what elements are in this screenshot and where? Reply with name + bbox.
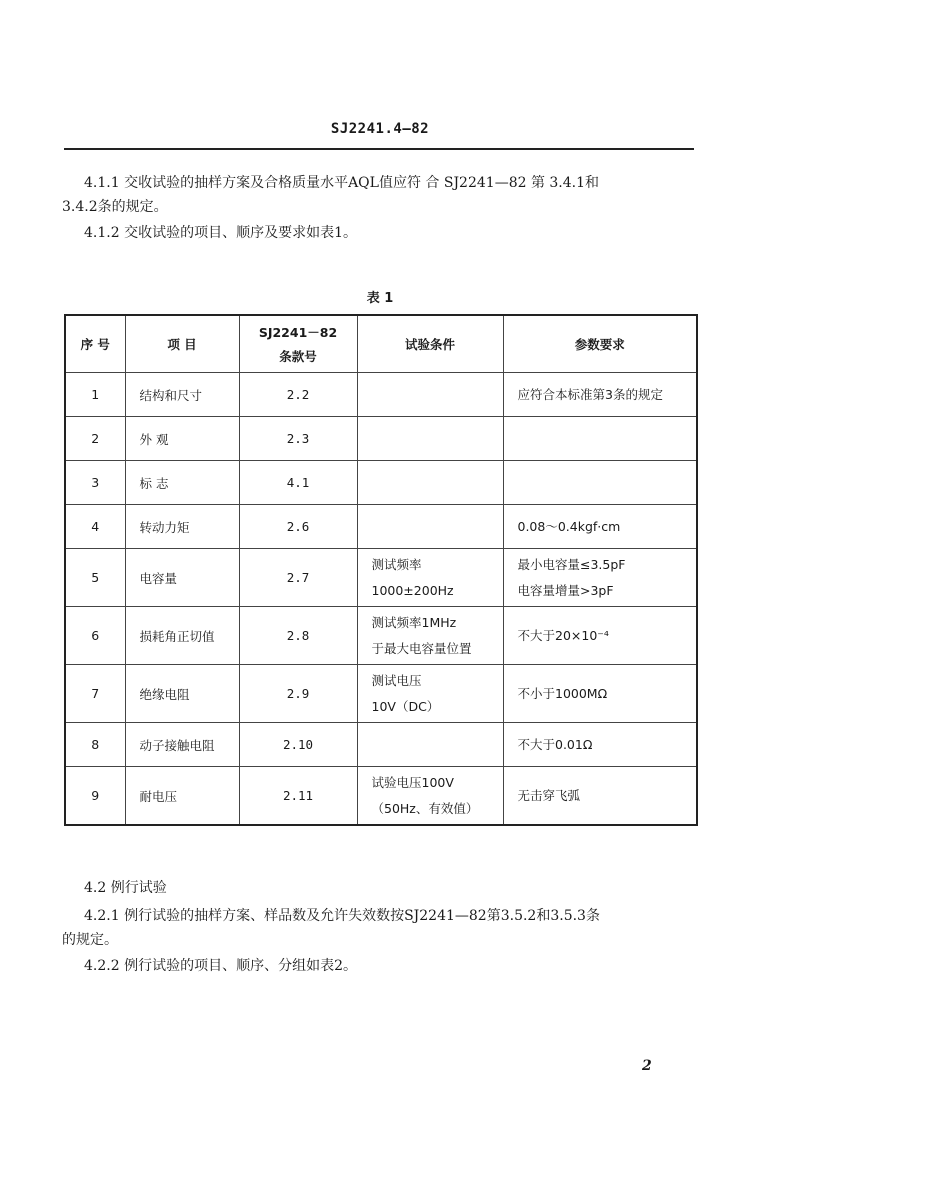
row-number: 5 <box>65 549 125 607</box>
row-condition-line1: 测试电压 <box>371 672 422 688</box>
row-condition <box>357 373 503 417</box>
row-clause: 4.1 <box>239 461 357 505</box>
row-requirement <box>503 549 697 607</box>
header-requirement: 参数要求 <box>503 315 697 373</box>
row-requirement-line1: 应符合本标准第3条的规定 <box>517 386 663 402</box>
row-condition-line2: （50Hz、有效值） <box>371 800 479 816</box>
row-condition-line1: 测试频率1MHz <box>371 614 457 630</box>
header-condition: 试验条件 <box>357 315 503 373</box>
row-item: 外 观 <box>125 417 239 461</box>
row-requirement-line1: 最小电容量≤3.5pF <box>517 556 626 572</box>
paragraph-4-1-1-cont: 3.4.2条的规定。 <box>62 199 168 215</box>
header-item: 项 目 <box>125 315 239 373</box>
row-item: 转动力矩 <box>125 505 239 549</box>
row-condition-line1: 测试频率 <box>371 556 422 572</box>
page-number: 2 <box>642 1058 652 1074</box>
paragraph-4-1-1 <box>62 171 702 219</box>
table-row <box>65 417 697 461</box>
row-condition-line2: 于最大电容量位置 <box>371 640 472 656</box>
row-number: 2 <box>65 417 125 461</box>
table-row <box>65 665 697 723</box>
row-condition <box>357 607 503 665</box>
row-condition <box>357 665 503 723</box>
row-clause: 2.8 <box>239 607 357 665</box>
row-number: 9 <box>65 767 125 826</box>
table-row <box>65 373 697 417</box>
row-number: 3 <box>65 461 125 505</box>
row-requirement-line1: 0.08～0.4kgf·cm <box>517 518 621 534</box>
paragraph-4-1-2-text: 4.1.2 交收试验的项目、顺序及要求如表1。 <box>84 225 357 241</box>
table-body <box>65 373 697 826</box>
row-requirement <box>503 373 697 417</box>
row-requirement <box>503 417 697 461</box>
row-requirement-line1: 不大于0.01Ω <box>517 736 593 752</box>
row-item: 耐电压 <box>125 767 239 826</box>
row-requirement <box>503 607 697 665</box>
row-number: 8 <box>65 723 125 767</box>
row-number: 7 <box>65 665 125 723</box>
row-item: 动子接触电阻 <box>125 723 239 767</box>
row-requirement <box>503 461 697 505</box>
table-header-row <box>65 315 697 373</box>
row-requirement <box>503 665 697 723</box>
table-row <box>65 549 697 607</box>
row-clause: 2.7 <box>239 549 357 607</box>
row-item: 损耗角正切值 <box>125 607 239 665</box>
row-condition <box>357 461 503 505</box>
section-4-2-heading-text: 4.2 例行试验 <box>84 880 167 896</box>
row-item: 标 志 <box>125 461 239 505</box>
row-condition-line2: 10V（DC） <box>371 698 440 714</box>
header-clause <box>239 315 357 373</box>
paragraph-4-2-2 <box>62 954 702 978</box>
row-condition <box>357 505 503 549</box>
paragraph-4-1-2 <box>62 221 702 245</box>
table-row <box>65 607 697 665</box>
row-item: 结构和尺寸 <box>125 373 239 417</box>
row-clause: 2.10 <box>239 723 357 767</box>
paragraph-4-2-1-cont: 的规定。 <box>62 932 118 948</box>
row-requirement <box>503 505 697 549</box>
spec-table <box>64 314 698 826</box>
header-rule <box>64 148 694 150</box>
row-condition <box>357 417 503 461</box>
table-title: 表 1 <box>366 291 394 306</box>
section-4-2-heading <box>62 876 702 900</box>
row-item: 电容量 <box>125 549 239 607</box>
row-requirement-line1: 无击穿飞弧 <box>517 787 581 803</box>
table-row <box>65 505 697 549</box>
row-condition-line1: 试验电压100V <box>371 774 454 790</box>
row-requirement-line1: 不大于20×10⁻⁴ <box>517 627 609 643</box>
row-number: 6 <box>65 607 125 665</box>
row-clause: 2.9 <box>239 665 357 723</box>
paragraph-4-2-2-text: 4.2.2 例行试验的项目、顺序、分组如表2。 <box>84 958 357 974</box>
table-row <box>65 461 697 505</box>
row-requirement <box>503 723 697 767</box>
row-condition-line2: 1000±200Hz <box>371 582 454 598</box>
header-clause-line1: SJ2241－82 <box>258 325 338 340</box>
row-condition <box>357 723 503 767</box>
row-clause: 2.6 <box>239 505 357 549</box>
paragraph-4-2-1-text: 4.2.1 例行试验的抽样方案、样品数及允许失效数按SJ2241—82第3.5.2和3.5.3条 <box>84 908 600 924</box>
header-no: 序 号 <box>65 315 125 373</box>
row-item: 绝缘电阻 <box>125 665 239 723</box>
row-number: 4 <box>65 505 125 549</box>
standard-code: SJ2241.4—82 <box>330 121 430 137</box>
row-requirement <box>503 767 697 826</box>
row-requirement-line2: 电容量增量>3pF <box>517 582 614 598</box>
paragraph-4-1-1-text: 4.1.1 交收试验的抽样方案及合格质量水平AQL值应符 合 SJ2241—82 第 3.4.1和 <box>84 175 600 191</box>
table-row <box>65 767 697 826</box>
row-clause: 2.3 <box>239 417 357 461</box>
paragraph-4-2-1 <box>62 904 702 952</box>
row-clause: 2.11 <box>239 767 357 826</box>
row-clause: 2.2 <box>239 373 357 417</box>
table-row <box>65 723 697 767</box>
row-requirement-line1: 不小于1000MΩ <box>517 685 608 701</box>
row-condition <box>357 549 503 607</box>
header-clause-line2: 条款号 <box>279 349 317 364</box>
row-condition <box>357 767 503 826</box>
row-number: 1 <box>65 373 125 417</box>
